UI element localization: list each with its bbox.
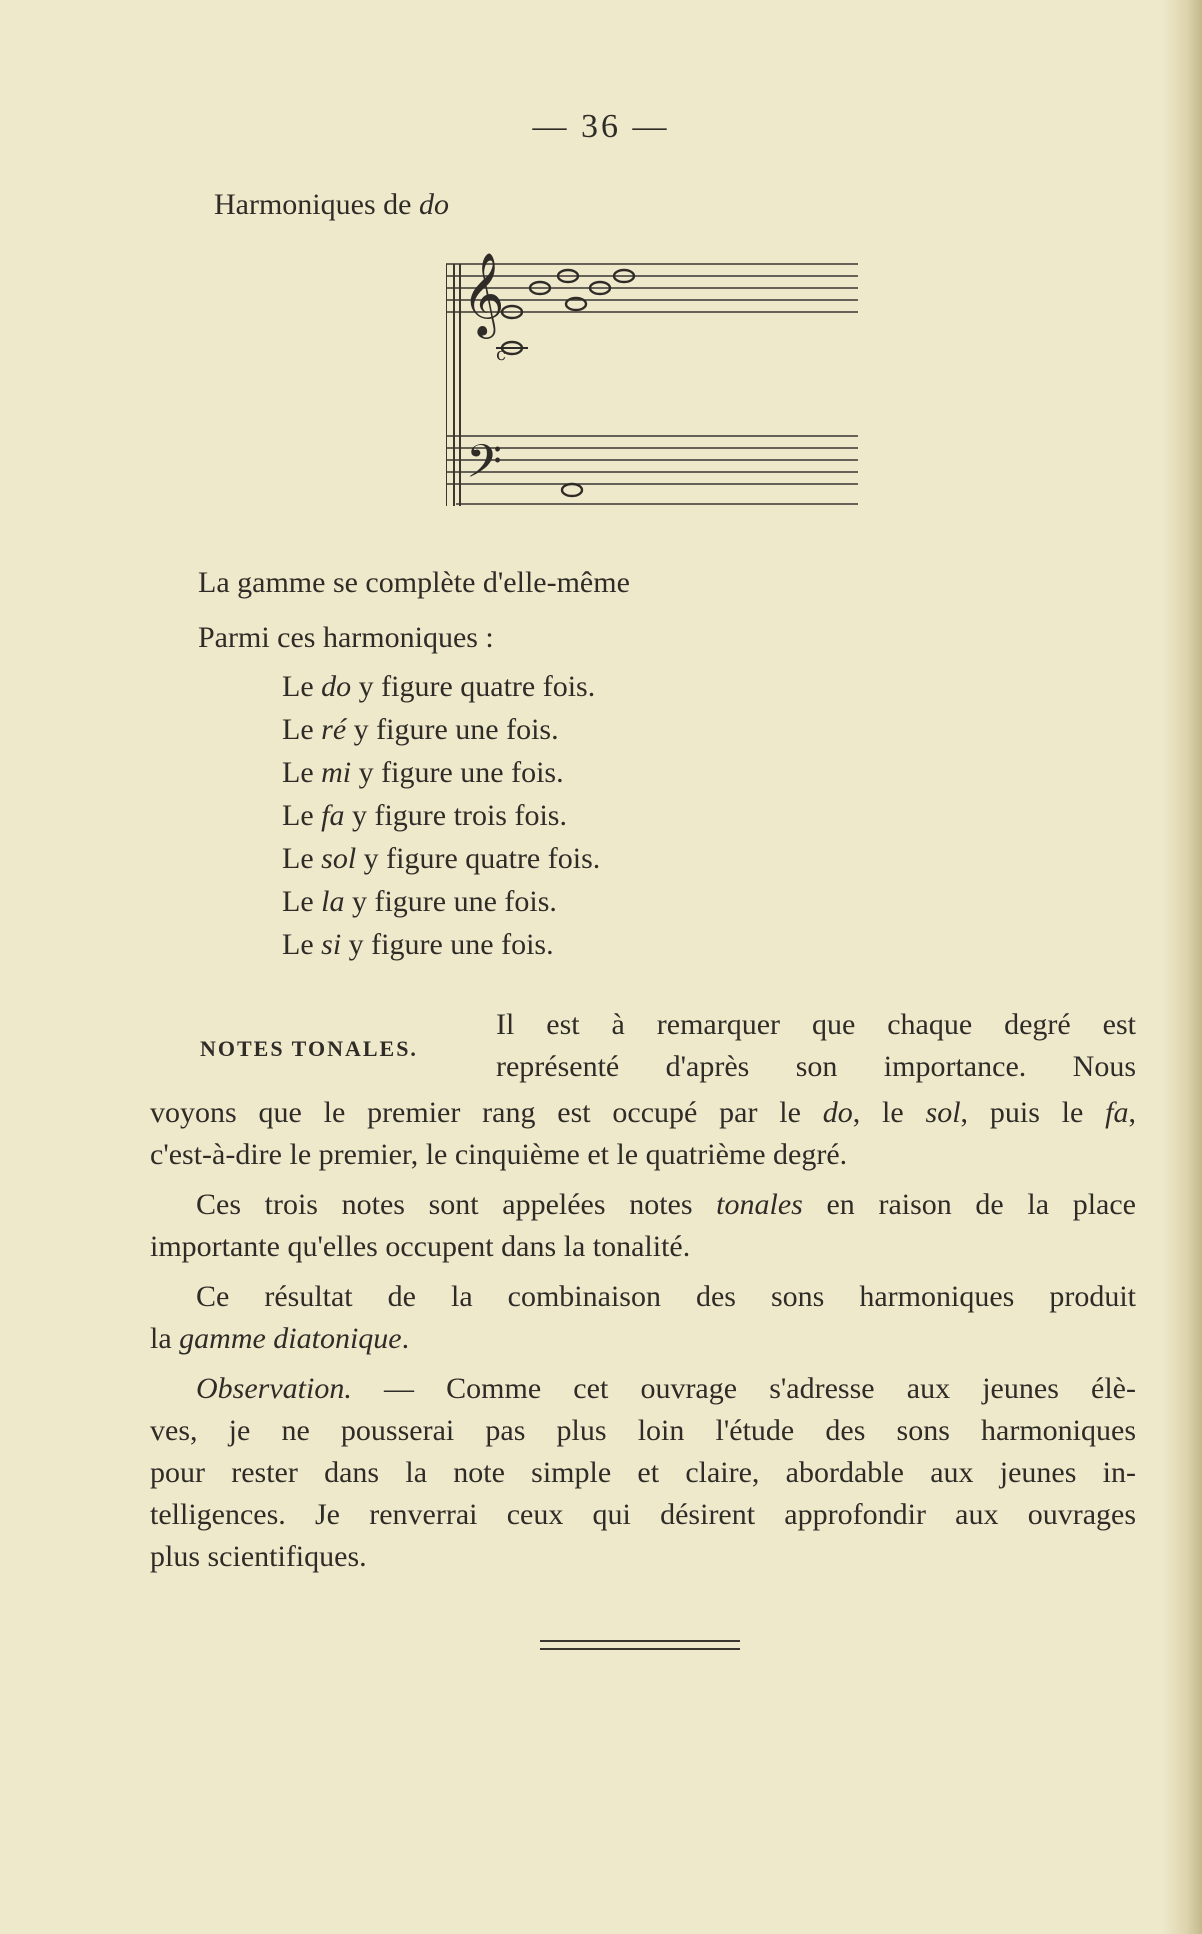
section-heading [214, 188, 449, 222]
note-count-do: Le do y figure quatre fois. [282, 670, 596, 703]
side-label-notes-tonales: NOTES TONALES. [200, 1036, 418, 1061]
treble-staff-lines [446, 264, 858, 312]
paragraph-1-full [150, 1092, 1136, 1134]
paragraph-4-line-1: Observation. — Comme cet ouvrage s'adresse aux jeunes élè- [196, 1372, 1136, 1405]
treble-clef-icon: 𝄞 [462, 251, 505, 335]
intro-line-2: Parmi ces harmoniques : [198, 621, 494, 654]
bass-staff-lines [446, 436, 858, 484]
note-count-la: Le la y figure une fois. [282, 885, 557, 918]
note-count-fa: Le fa y figure trois fois. [282, 799, 567, 832]
closing-rule-bottom [540, 1648, 740, 1650]
paragraph-2-last: importante qu'elles occupent dans la tonalité. [150, 1230, 691, 1263]
paragraph-1-line-3: voyons que le premier rang est occupé par le do, le sol, puis le fa, [150, 1096, 1136, 1129]
note-count-sol: Le sol y figure quatre fois. [282, 842, 601, 875]
paragraph-3-last [150, 1318, 1136, 1360]
page-number: — 36 — [532, 108, 670, 145]
note-count-re: Le ré y figure une fois. [282, 713, 559, 746]
paragraph-1-last: c'est-à-dire le premier, le cinquième et le quatrième degré. [150, 1138, 848, 1171]
paragraph-2 [150, 1184, 1136, 1226]
paragraph-4: Observation. — Comme cet ouvrage s'adresse aux jeunes élè- ves, je ne pousserai pas plus loin l'étude des sons harmoniques pour rester dans la note simple et claire, abordable aux jeunes in- telligences. Je renverrai ceux qui désirent approfondir aux ouvrages [150, 1368, 1136, 1536]
note-head-1 [562, 484, 582, 496]
note-count-mi: Le mi y figure une fois. [282, 756, 564, 789]
common-time-icon: c [496, 344, 507, 365]
paragraph-1-indented: Il est à remarquer que chaque degré est représenté d'après son importance. Nous [496, 1008, 1136, 1083]
paragraph-3-line-2: la gamme diatonique. [150, 1322, 410, 1355]
note-count-si: Le si y figure une fois. [282, 928, 554, 961]
paragraph-2-line-1: Ces trois notes sont appelées notes tonales en raison de la place [196, 1188, 1136, 1221]
harmonics-staff-figure [446, 250, 866, 512]
grand-staff [446, 250, 866, 512]
heading-prefix: Harmoniques de [214, 188, 419, 221]
paragraph-3: Ce résultat de la combinaison des sons harmoniques produit [196, 1280, 1136, 1313]
bass-clef-icon: 𝄢 [466, 435, 503, 500]
closing-rule-top [540, 1640, 740, 1642]
intro-line-1: La gamme se complète d'elle-même [198, 566, 630, 599]
paragraph-4-last: plus scientifiques. [150, 1540, 367, 1573]
heading-note: do [418, 188, 449, 221]
page-edge-shadow [1162, 0, 1202, 1934]
